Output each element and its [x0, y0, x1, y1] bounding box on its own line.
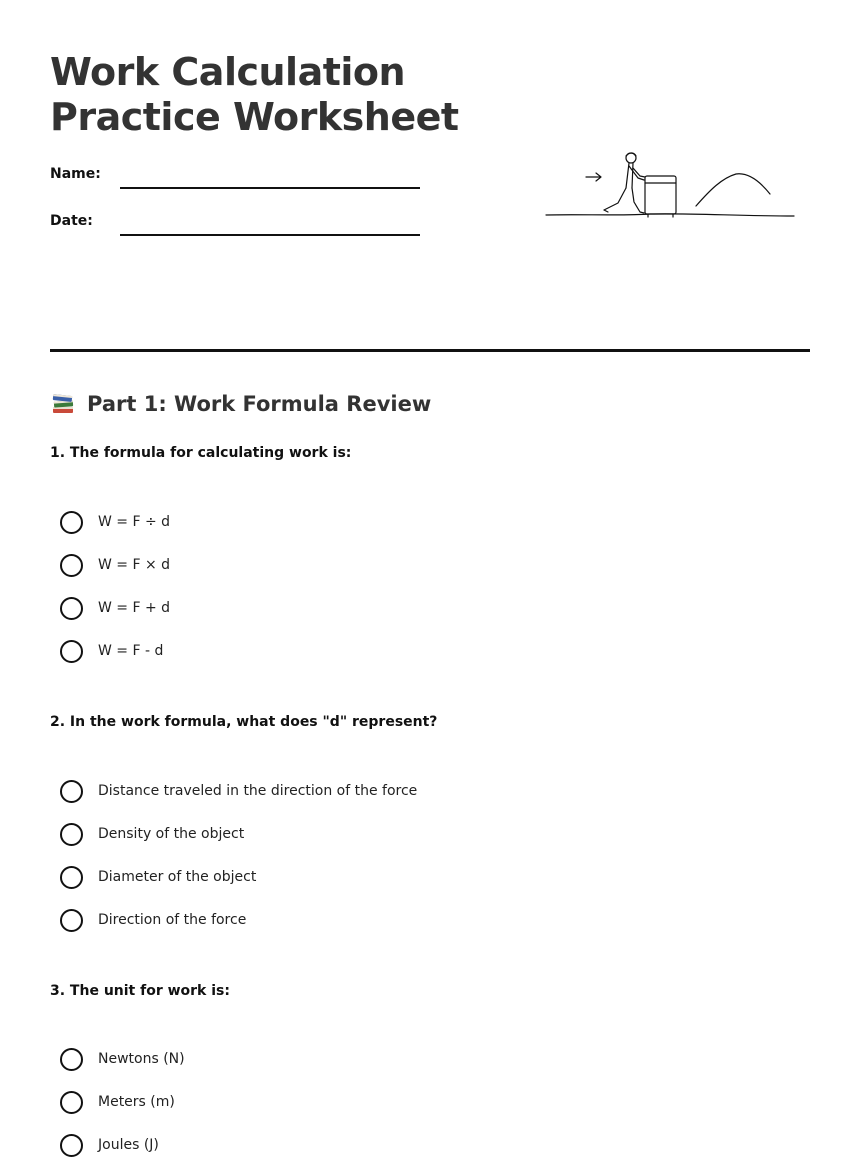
books-icon: [50, 391, 76, 417]
option-label: Density of the object: [98, 826, 245, 842]
radio-button[interactable]: [60, 780, 83, 803]
section-divider: [50, 349, 810, 352]
part-1-heading-text: Part 1: Work Formula Review: [87, 392, 432, 416]
radio-button[interactable]: [60, 1091, 83, 1114]
question-3-option-1[interactable]: [60, 1046, 185, 1072]
option-label: W = F × d: [98, 557, 171, 573]
question-3-prompt: 3. The unit for work is:: [50, 983, 230, 999]
radio-button[interactable]: [60, 597, 83, 620]
option-label: Diameter of the object: [98, 869, 257, 885]
radio-button[interactable]: [60, 909, 83, 932]
question-1-option-4[interactable]: [60, 638, 163, 664]
question-1-prompt: 1. The formula for calculating work is:: [50, 445, 352, 461]
option-label: W = F ÷ d: [98, 514, 171, 530]
radio-button[interactable]: [60, 511, 83, 534]
question-2-option-4[interactable]: [60, 907, 246, 933]
option-label: Distance traveled in the direction of the force: [98, 783, 418, 799]
question-2-option-3[interactable]: [60, 864, 256, 890]
radio-button[interactable]: [60, 554, 83, 577]
name-field[interactable]: [120, 187, 420, 189]
option-label: W = F + d: [98, 600, 171, 616]
part-1-heading: [50, 388, 431, 420]
person-pushing-box-illustration: [540, 148, 800, 224]
name-label: Name:: [50, 166, 101, 182]
question-1-option-2[interactable]: [60, 552, 170, 578]
question-2-option-1[interactable]: [60, 778, 417, 804]
question-2-option-2[interactable]: [60, 821, 244, 847]
title-line-1: Work Calculation: [50, 50, 406, 94]
worksheet-title: [50, 50, 459, 140]
title-line-2: Practice Worksheet: [50, 95, 459, 139]
radio-button[interactable]: [60, 866, 83, 889]
radio-button[interactable]: [60, 823, 83, 846]
radio-button[interactable]: [60, 640, 83, 663]
question-2-prompt: 2. In the work formula, what does "d" represent?: [50, 714, 438, 730]
option-label: Meters (m): [98, 1094, 175, 1110]
date-field[interactable]: [120, 234, 420, 236]
question-3-option-3[interactable]: [60, 1132, 159, 1158]
option-label: Joules (J): [98, 1137, 159, 1153]
option-label: Direction of the force: [98, 912, 247, 928]
question-1-option-1[interactable]: [60, 509, 170, 535]
option-label: W = F - d: [98, 643, 164, 659]
question-1-option-3[interactable]: [60, 595, 170, 621]
radio-button[interactable]: [60, 1134, 83, 1157]
date-label: Date:: [50, 213, 93, 229]
radio-button[interactable]: [60, 1048, 83, 1071]
question-3-option-2[interactable]: [60, 1089, 175, 1115]
option-label: Newtons (N): [98, 1051, 185, 1067]
